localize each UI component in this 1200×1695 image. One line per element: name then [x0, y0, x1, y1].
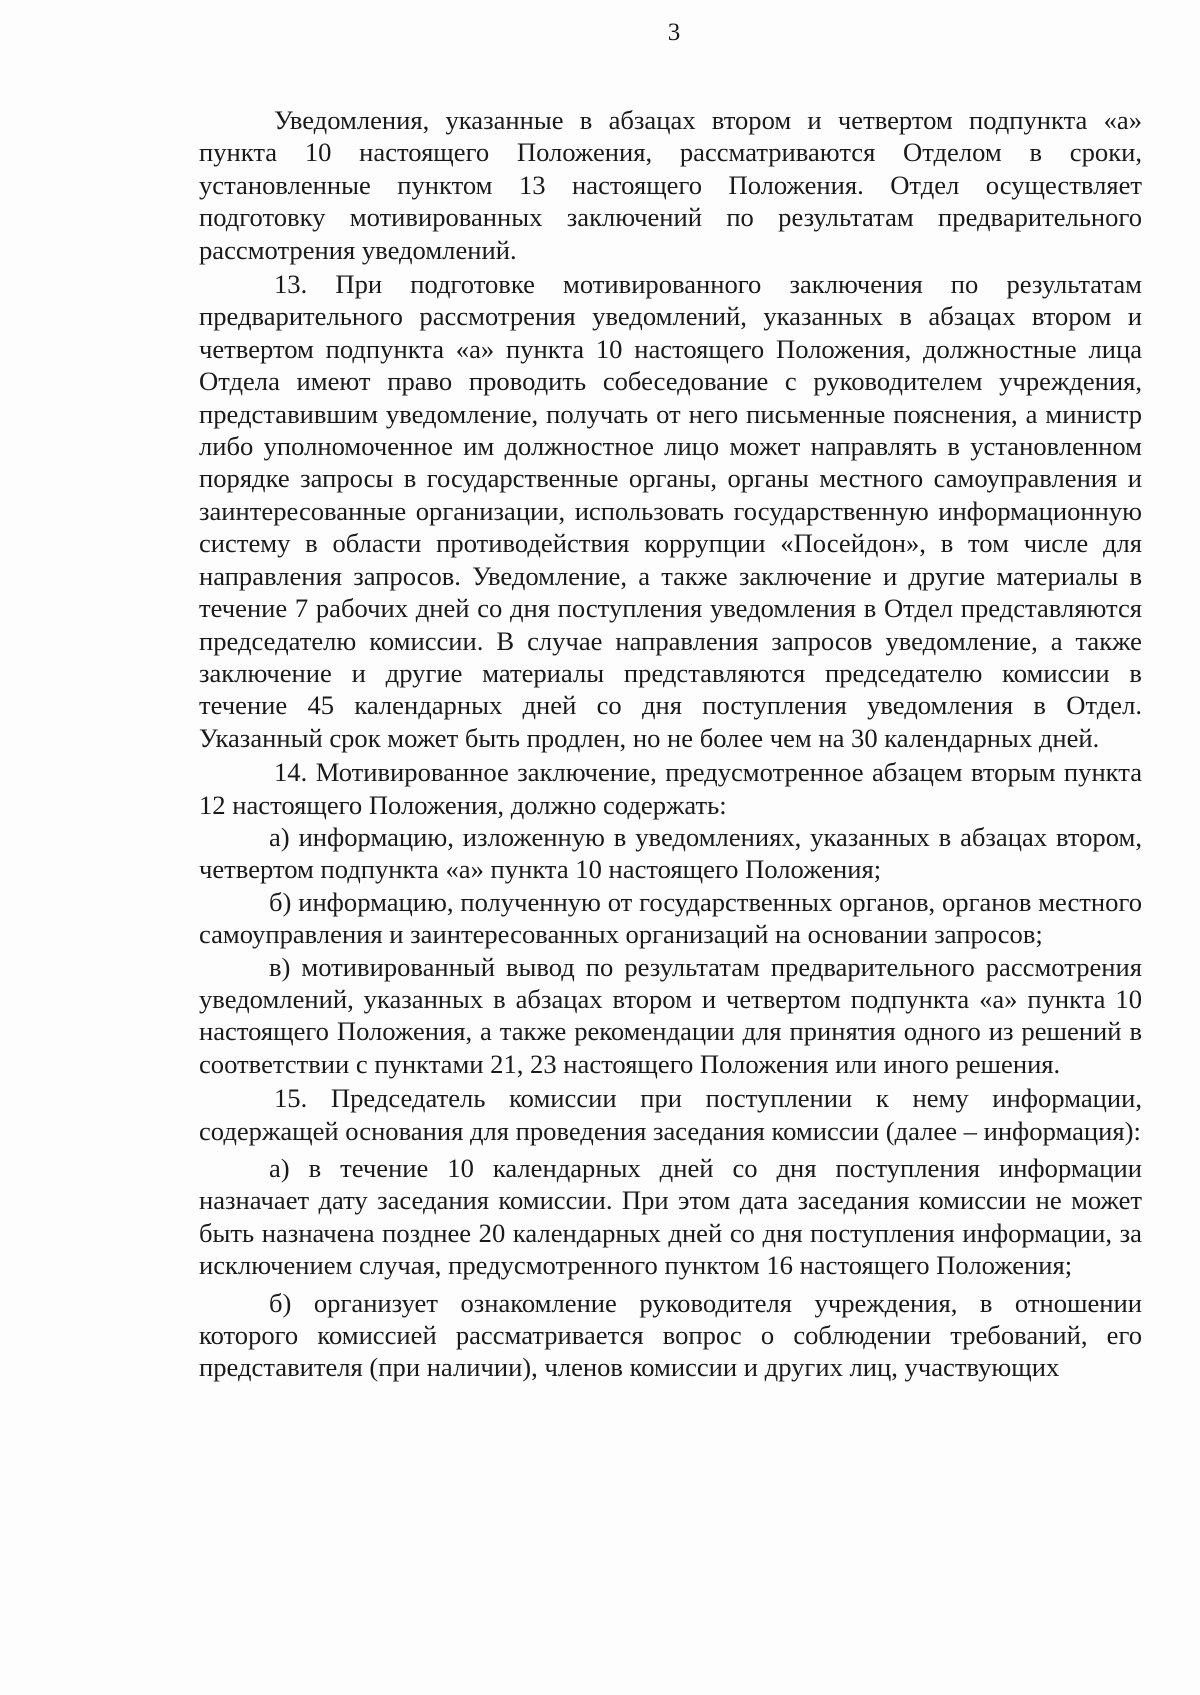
paragraph-14: 14. Мотивированное заключение, предусмотренное абзацем вторым пункта 12 настоящего Положения, должно содержать:: [199, 757, 1142, 820]
paragraph-14c: в) мотивированный вывод по результатам предварительного рассмотрения уведомлений, указанных в абзацах втором и четвертом подпункта «а» пункта 10 настоящего Положения, а также рекомендации для принятия одного из решений в соответствии с пунктами 21, 23 настоящего Положения или иного решения.: [199, 951, 1142, 1079]
document-body: [199, 104, 1142, 1384]
paragraph-13: 13. При подготовке мотивированного заключения по результатам предварительного рассмотрения уведомлений, указанных в абзацах втором и четвертом подпункта «а» пункта 10 настоящего Положения, должностные лица Отдела имеют право проводить собеседование с руководителем учреждения, представившим уведомление, получать от него письменные пояснения, а министр либо уполномоченное им должностное лицо может направлять в установленном порядке запросы в государственные органы, органы местного самоуправления и заинтересованные организации, использовать государственную информационную систему в области противодействия коррупции «Посейдон», в том числе для направления запросов. Уведомление, а также заключение и другие материалы в течение 7 рабочих дней со дня поступления уведомления в Отдел представляются председателю комиссии. В случае направления запросов уведомление, а также заключение и другие материалы представляются председателю комиссии в течение 45 календарных дней со дня поступления уведомления в Отдел. Указанный срок может быть продлен, но не более чем на 30 календарных дней.: [199, 269, 1142, 753]
paragraph-15b: б) организует ознакомление руководителя учреждения, в отношении которого комиссией рассматривается вопрос о соблюдении требований, его представителя (при наличии), членов комиссии и других лиц, участвующих: [199, 1287, 1142, 1383]
paragraph-notifications-review: Уведомления, указанные в абзацах втором и четвертом подпункта «а» пункта 10 настоящего Положения, рассматриваются Отделом в сроки, установленные пунктом 13 настоящего Положения. Отдел осуществляет подготовку мотивированных заключений по результатам предварительного рассмотрения уведомлений.: [199, 105, 1142, 265]
page-number: 3: [667, 19, 681, 46]
paragraph-14b: б) информацию, полученную от государственных органов, органов местного самоуправления и заинтересованных организаций на основании запросов;: [199, 886, 1142, 950]
paragraph-15: 15. Председатель комиссии при поступлении к нему информации, содержащей основания для проведения заседания комиссии (далее – информация):: [199, 1083, 1142, 1146]
paragraph-15a: а) в течение 10 календарных дней со дня поступления информации назначает дату заседания комиссии. При этом дата заседания комиссии не может быть назначена позднее 20 календарных дней со дня поступления информации, за исключением случая, предусмотренного пунктом 16 настоящего Положения;: [199, 1153, 1142, 1281]
paragraph-14a: а) информацию, изложенную в уведомлениях, указанных в абзацах втором, четвертом подпункта «а» пункта 10 настоящего Положения;: [199, 821, 1142, 885]
